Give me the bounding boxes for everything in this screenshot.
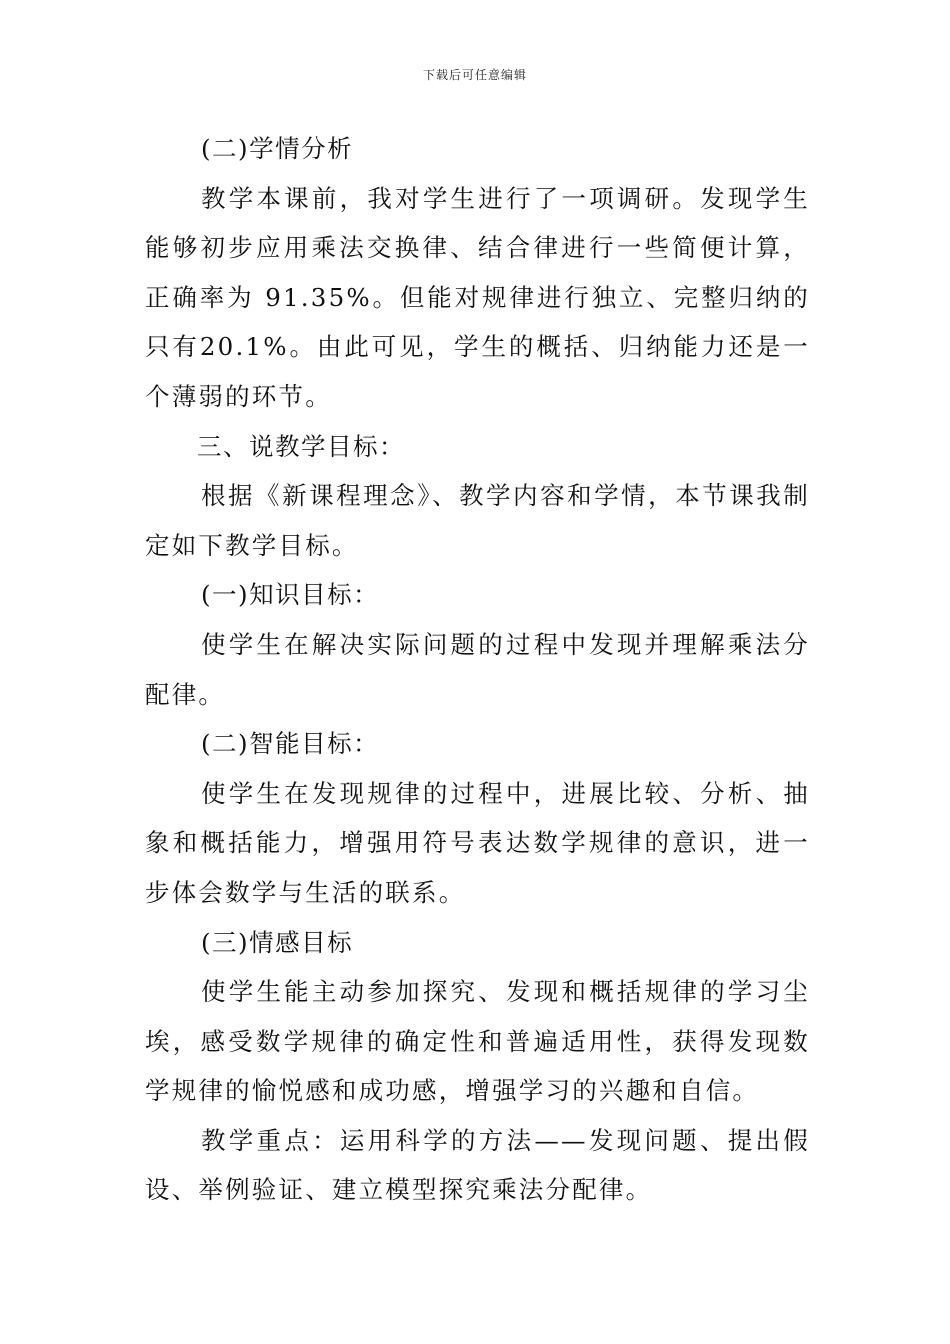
section-heading-ability-goal: (二)智能目标：: [201, 729, 380, 759]
paragraph-knowledge-goal: 使学生在解决实际问题的过程中发现并理解乘法分配律。: [145, 629, 810, 709]
paragraph-goals-intro: 根据《新课程理念》、教学内容和学情，本节课我制定如下教学目标。: [145, 481, 810, 560]
document-body: [145, 124, 810, 1215]
paragraph-ability-goal: 使学生在发现规律的过程中，进展比较、分析、抽象和概括能力，增强用符号表达数学规律的意识，进一步体会数学与生活的联系。: [145, 778, 810, 907]
section-heading-teaching-goals: 三、说教学目标：: [197, 431, 405, 461]
section-heading-knowledge-goal: (一)知识目标：: [201, 580, 380, 610]
page-header-note: 下载后可任意编辑: [422, 68, 527, 82]
section-heading-emotion-goal: (三)情感目标: [201, 927, 354, 957]
paragraph-survey: 教学本课前，我对学生进行了一项调研。发现学生能够初步应用乘法交换律、结合律进行一些简便计算，正确率为 91.35%。但能对规律进行独立、完整归纳的只有20.1%。由此可见，学生的概括、归纳能力还是一个薄弱的环节。: [145, 183, 810, 411]
paragraph-emotion-goal: 使学生能主动参加探究、发现和概括规律的学习尘埃，感受数学规律的确定性和普遍适用性，获得发现数学规律的愉悦感和成功感，增强学习的兴趣和自信。: [145, 977, 810, 1106]
paragraph-teaching-focus: 教学重点：运用科学的方法——发现问题、提出假设、举例验证、建立模型探究乘法分配律。: [145, 1125, 810, 1205]
section-heading-learner-analysis: (二)学情分析: [201, 134, 354, 163]
